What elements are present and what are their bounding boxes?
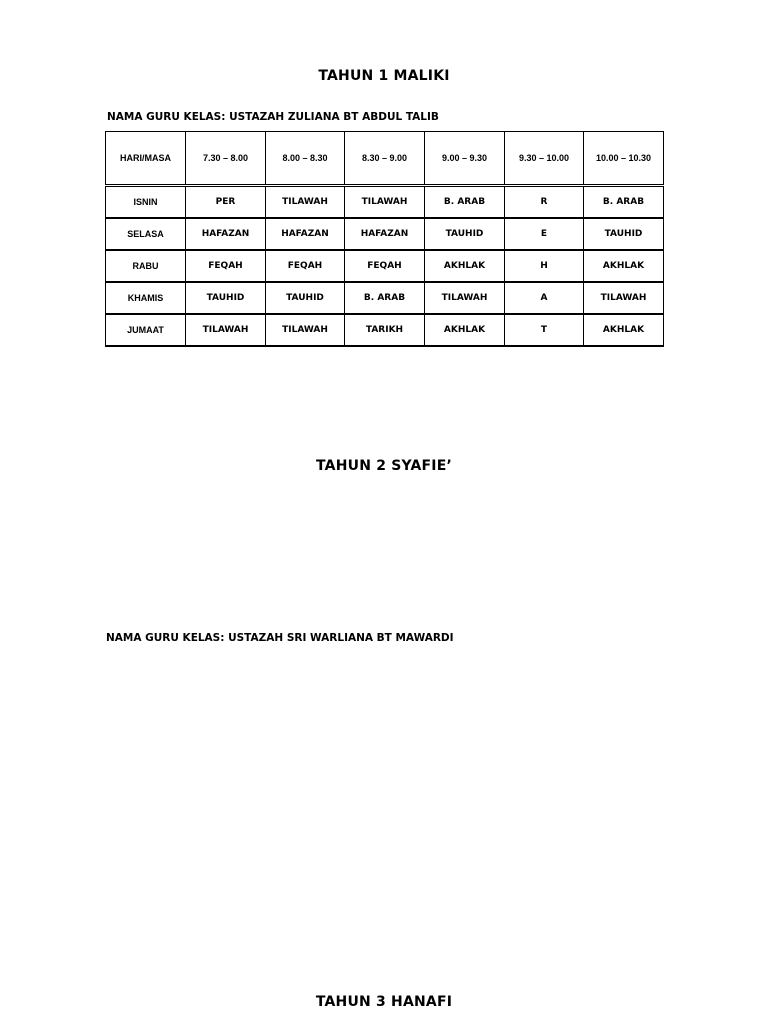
subject-cell: TARIKH xyxy=(345,314,425,346)
subject-cell: B. ARAB xyxy=(584,186,664,219)
timetable-header-row xyxy=(106,132,664,186)
header-cell: 9.00 – 9.30 xyxy=(425,132,505,186)
header-cell: 7.30 – 8.00 xyxy=(186,132,266,186)
subject-cell: TILAWAH xyxy=(345,186,425,219)
subject-cell: H xyxy=(505,250,584,282)
table-row xyxy=(106,250,664,282)
table-row xyxy=(106,282,664,314)
day-cell: KHAMIS xyxy=(106,282,186,314)
subject-cell: TILAWAH xyxy=(425,282,505,314)
timetable-tahun-1 xyxy=(105,131,664,347)
day-cell: RABU xyxy=(106,250,186,282)
subject-cell: R xyxy=(505,186,584,219)
section-title-tahun-3: TAHUN 3 HANAFI xyxy=(315,994,453,1010)
header-cell: HARI/MASA xyxy=(106,132,186,186)
subject-cell: HAFAZAN xyxy=(266,218,345,250)
subject-cell: TAUHID xyxy=(186,282,266,314)
subject-cell: HAFAZAN xyxy=(186,218,266,250)
subject-cell: AKHLAK xyxy=(425,250,505,282)
subject-cell: E xyxy=(505,218,584,250)
day-cell: SELASA xyxy=(106,218,186,250)
section-title-tahun-2: TAHUN 2 SYAFIE’ xyxy=(316,458,452,474)
subject-cell: FEQAH xyxy=(345,250,425,282)
subject-cell: TILAWAH xyxy=(186,314,266,346)
header-cell: 10.00 – 10.30 xyxy=(584,132,664,186)
table-row xyxy=(106,314,664,346)
subject-cell: T xyxy=(505,314,584,346)
subject-cell: AKHLAK xyxy=(425,314,505,346)
day-cell: ISNIN xyxy=(106,186,186,219)
header-cell: 8.00 – 8.30 xyxy=(266,132,345,186)
subject-cell: A xyxy=(505,282,584,314)
subject-cell: B. ARAB xyxy=(345,282,425,314)
class-teacher-tahun-2: NAMA GURU KELAS: USTAZAH SRI WARLIANA BT MAWARDI xyxy=(106,632,454,644)
subject-cell: TILAWAH xyxy=(584,282,664,314)
subject-cell: TAUHID xyxy=(266,282,345,314)
subject-cell: PER xyxy=(186,186,266,219)
subject-cell: TILAWAH xyxy=(266,314,345,346)
subject-cell: TAUHID xyxy=(584,218,664,250)
section-title-tahun-1: TAHUN 1 MALIKI xyxy=(318,68,450,84)
class-teacher-tahun-1: NAMA GURU KELAS: USTAZAH ZULIANA BT ABDUL TALIB xyxy=(107,111,439,123)
day-cell: JUMAAT xyxy=(106,314,186,346)
subject-cell: TAUHID xyxy=(425,218,505,250)
header-cell: 8.30 – 9.00 xyxy=(345,132,425,186)
subject-cell: B. ARAB xyxy=(425,186,505,219)
table-row xyxy=(106,218,664,250)
subject-cell: AKHLAK xyxy=(584,250,664,282)
subject-cell: FEQAH xyxy=(186,250,266,282)
subject-cell: TILAWAH xyxy=(266,186,345,219)
subject-cell: AKHLAK xyxy=(584,314,664,346)
table-row xyxy=(106,186,664,219)
subject-cell: HAFAZAN xyxy=(345,218,425,250)
subject-cell: FEQAH xyxy=(266,250,345,282)
header-cell: 9.30 – 10.00 xyxy=(505,132,584,186)
